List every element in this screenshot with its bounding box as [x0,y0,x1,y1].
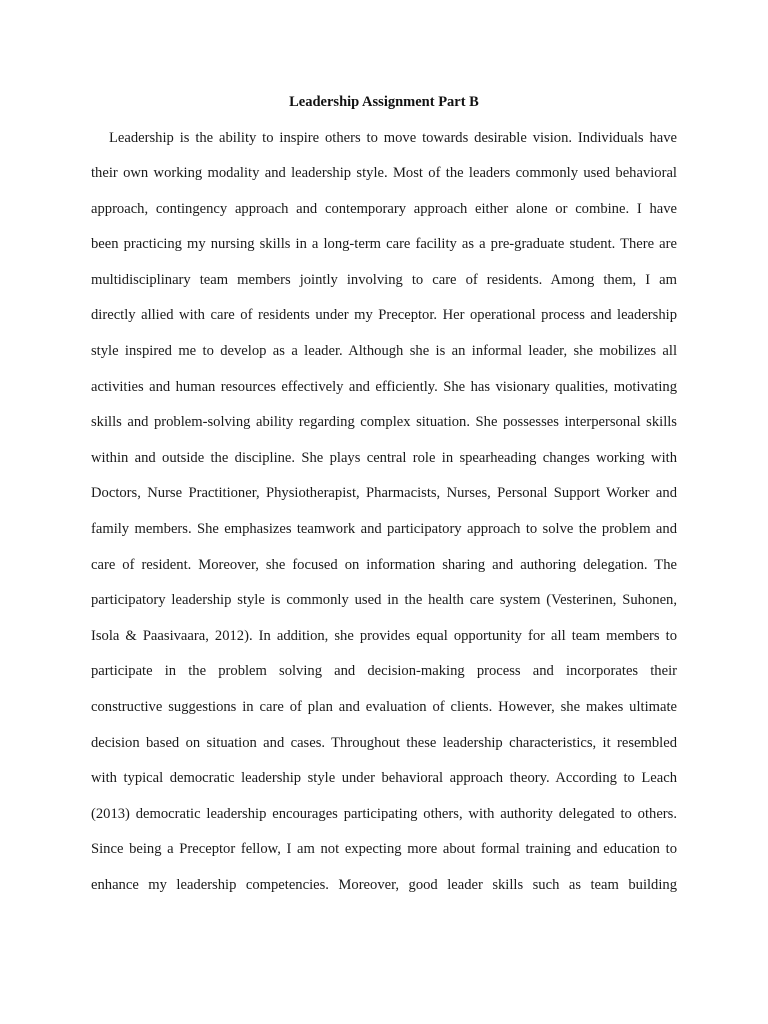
paragraph-line: Leadership is the ability to inspire others to move towards desirable vision. Individuals have [109,130,677,146]
paragraph-line: style inspired me to develop as a leader. Although she is an informal leader, she mobilizes all [91,343,677,359]
paragraph-line: with typical democratic leadership style under behavioral approach theory. According to Leach [91,770,677,786]
paragraph-line: within and outside the discipline. She plays central role in spearheading changes working with [91,450,677,466]
paragraph-line: multidisciplinary team members jointly involving to care of residents. Among them, I am [91,272,677,288]
paragraph-line: been practicing my nursing skills in a long-term care facility as a pre-graduate student. There are [91,236,677,252]
paragraph-line: activities and human resources effectively and efficiently. She has visionary qualities, motivating [91,379,677,395]
paragraph-line: Since being a Preceptor fellow, I am not expecting more about formal training and education to [91,841,677,857]
paragraph-line: (2013) democratic leadership encourages participating others, with authority delegated to others. [91,806,677,822]
paragraph-line: skills and problem-solving ability regarding complex situation. She possesses interpersonal skills [91,414,677,430]
paragraph-line: care of resident. Moreover, she focused on information sharing and authoring delegation. The [91,557,677,573]
paragraph-line: their own working modality and leadership style. Most of the leaders commonly used behavioral [91,165,677,181]
paragraph-line: participate in the problem solving and decision-making process and incorporates their [91,663,677,679]
paragraph-line: constructive suggestions in care of plan and evaluation of clients. However, she makes ultimate [91,699,677,715]
paragraph-line: Doctors, Nurse Practitioner, Physiotherapist, Pharmacists, Nurses, Personal Support Worker and [91,485,677,501]
paragraph-line: decision based on situation and cases. Throughout these leadership characteristics, it resembled [91,735,677,751]
paragraph-line: family members. She emphasizes teamwork and participatory approach to solve the problem and [91,521,677,537]
document-title: Leadership Assignment Part B [289,94,479,110]
paragraph-line: Isola & Paasivaara, 2012). In addition, she provides equal opportunity for all team members to [91,628,677,644]
paragraph-line: enhance my leadership competencies. Moreover, good leader skills such as team building [91,877,677,893]
paragraph-line: approach, contingency approach and contemporary approach either alone or combine. I have [91,201,677,217]
paragraph-line: directly allied with care of residents under my Preceptor. Her operational process and leadership [91,307,677,323]
paragraph-line: participatory leadership style is commonly used in the health care system (Vesterinen, Suhonen, [91,592,677,608]
